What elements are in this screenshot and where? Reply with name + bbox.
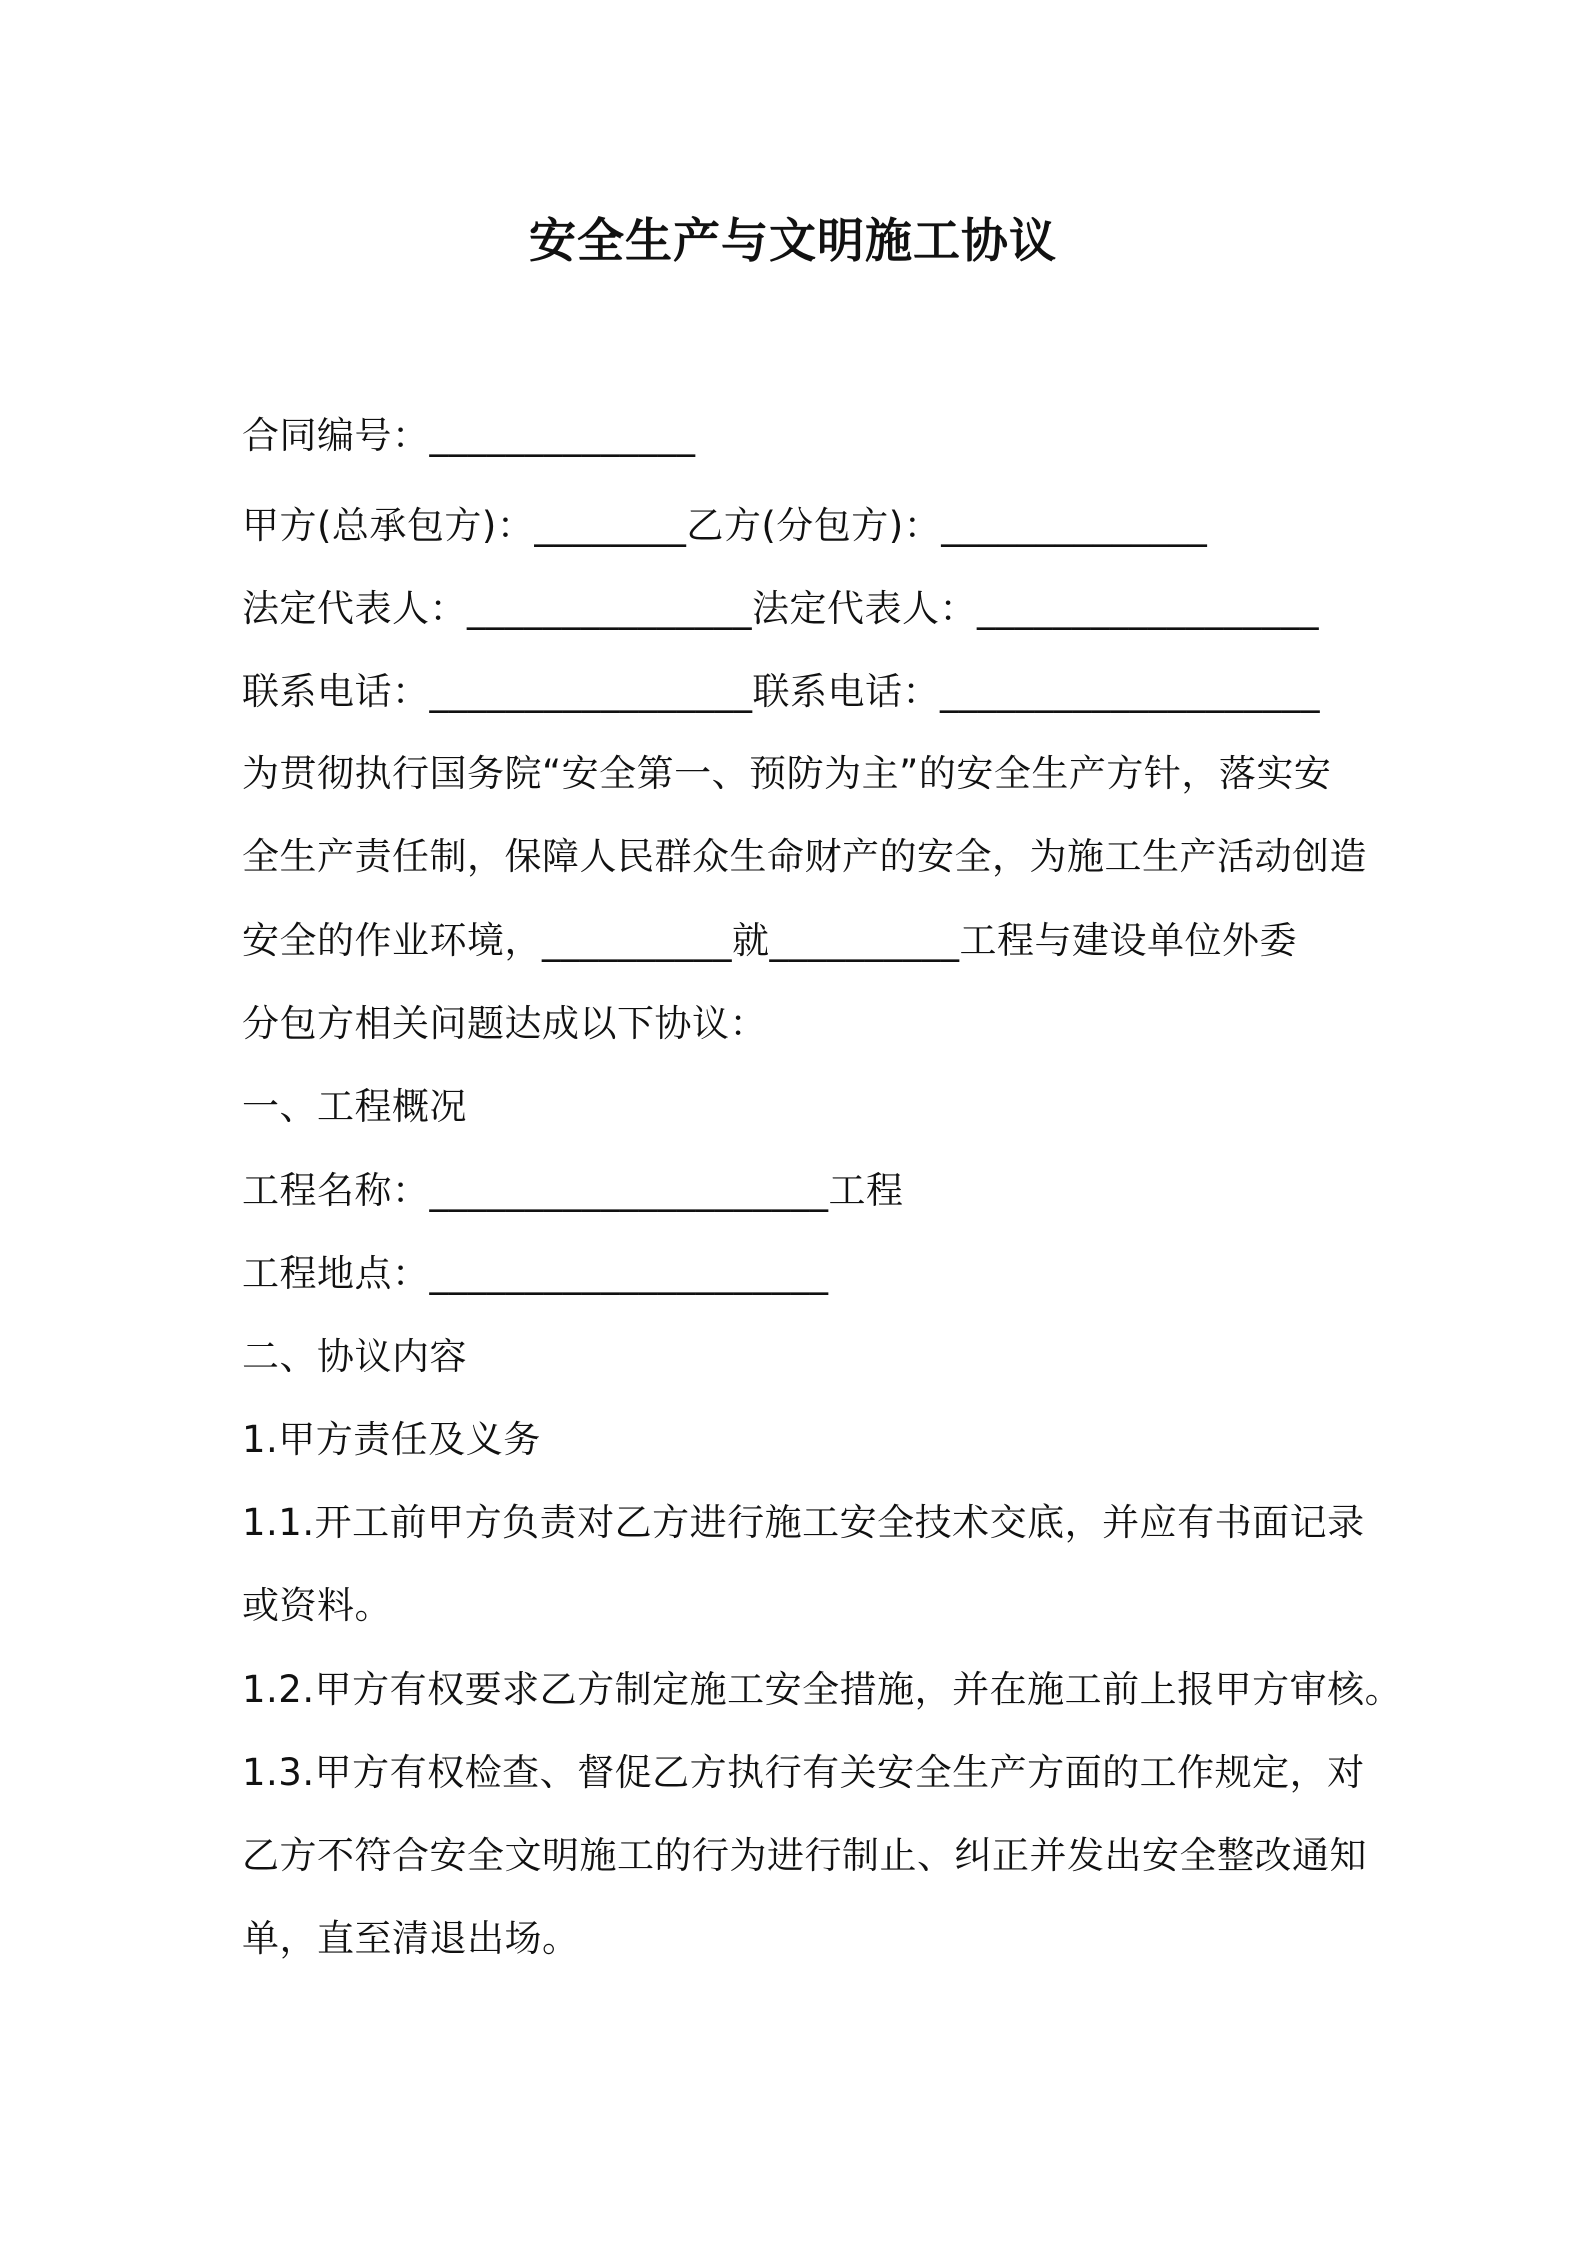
intro-paragraph-line-3: 安全的作业环境，__________就__________工程与建设单位外委 xyxy=(242,919,1297,962)
intro-paragraph-line-4: 分包方相关问题达成以下协议： xyxy=(242,1002,767,1045)
clause-1-3-line-3: 单，直至清退出场。 xyxy=(242,1917,580,1960)
intro-paragraph-line-2: 全生产责任制，保障人民群众生命财产的安全，为施工生产活动创造 xyxy=(242,835,1367,878)
project-location-line: 工程地点：_____________________ xyxy=(242,1252,829,1295)
party-line: 甲方(总承包方)：________乙方(分包方)：______________ xyxy=(242,504,1208,547)
legal-representative-line: 法定代表人：_______________法定代表人：__________________ xyxy=(242,587,1319,630)
clause-1-2-line: 1.2.甲方有权要求乙方制定施工安全措施，并在施工前上报甲方审核。 xyxy=(242,1668,1403,1711)
contract-number-line: 合同编号：______________ xyxy=(242,414,696,457)
section-heading-overview: 一、工程概况 xyxy=(242,1085,467,1128)
clause-1-1-line-2: 或资料。 xyxy=(242,1584,392,1627)
clause-1-1-line-1: 1.1.开工前甲方负责对乙方进行施工安全技术交底，并应有书面记录 xyxy=(242,1501,1365,1544)
clause-1-heading: 1.甲方责任及义务 xyxy=(242,1418,541,1461)
document-title: 安全生产与文明施工协议 xyxy=(529,214,1057,269)
clause-1-3-line-1: 1.3.甲方有权检查、督促乙方执行有关安全生产方面的工作规定，对 xyxy=(242,1751,1365,1794)
clause-1-3-line-2: 乙方不符合安全文明施工的行为进行制止、纠正并发出安全整改通知 xyxy=(242,1834,1367,1877)
section-heading-content: 二、协议内容 xyxy=(242,1335,467,1378)
intro-paragraph-line-1: 为贯彻执行国务院“安全第一、预防为主”的安全生产方针，落实安 xyxy=(242,752,1332,795)
project-name-line: 工程名称：_____________________工程 xyxy=(242,1169,904,1212)
contact-phone-line: 联系电话：_________________联系电话：____________________ xyxy=(242,670,1320,713)
